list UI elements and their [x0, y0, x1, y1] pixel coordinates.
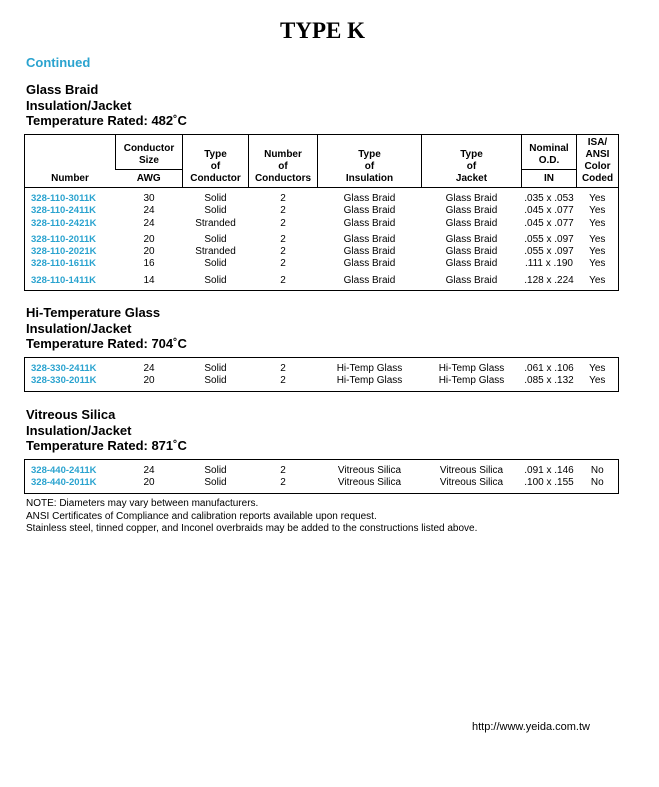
- conductor-count-cell: 2: [280, 363, 286, 374]
- vitreous-silica-table: [24, 459, 619, 494]
- section-title-line: Temperature Rated: 482˚C: [26, 113, 187, 128]
- awg-cell: 20: [143, 233, 155, 245]
- table-row: [25, 460, 619, 478]
- header-awg: AWG: [116, 169, 183, 187]
- od-cell: .128 x .224: [524, 274, 574, 286]
- insulation-cell: Glass Braid: [343, 233, 396, 245]
- part-number: 328-110-2011K: [31, 233, 96, 245]
- header-in: IN: [522, 169, 577, 187]
- header-text: Size: [138, 154, 159, 166]
- section-title-line: Temperature Rated: 871˚C: [26, 438, 187, 453]
- awg-cell: 24: [143, 363, 155, 374]
- table-row: [25, 188, 619, 206]
- header-isa-ansi: [577, 135, 619, 188]
- page-title: TYPE K: [280, 18, 365, 43]
- section-title-line: Vitreous Silica: [26, 407, 116, 422]
- note-line: ANSI Certificates of Compliance and calibration reports available upon request.: [26, 510, 377, 522]
- color-coded-cell: Yes: [589, 205, 606, 217]
- part-number: 328-440-2011K: [31, 477, 97, 489]
- color-coded-cell: Yes: [589, 363, 606, 374]
- color-coded-cell: Yes: [589, 193, 606, 204]
- insulation-cell: Hi-Temp Glass: [336, 363, 403, 374]
- table-row: [25, 230, 619, 246]
- awg-cell: 20: [143, 246, 155, 258]
- header-type-conductor: [183, 135, 249, 188]
- jacket-cell: Vitreous Silica: [439, 477, 504, 489]
- conductor-count-cell: 2: [280, 205, 286, 217]
- header-text: O.D.: [538, 154, 560, 166]
- header-conductor-size: [116, 135, 183, 170]
- conductor-count-cell: 2: [280, 375, 286, 387]
- conductor-type-cell: Solid: [204, 233, 227, 245]
- header-text: of: [278, 161, 288, 172]
- insulation-cell: Glass Braid: [343, 193, 396, 204]
- note-line: Stainless steel, tinned copper, and Inconel overbraids may be added to the constructions listed above.: [26, 523, 478, 535]
- od-cell: .055 x .097: [524, 233, 574, 245]
- header-number: Number: [25, 135, 116, 188]
- table-row: [25, 205, 619, 217]
- conductor-count-cell: 2: [280, 465, 286, 476]
- color-coded-cell: Yes: [589, 233, 606, 245]
- conductor-count-cell: 2: [280, 258, 286, 270]
- table-row: [25, 477, 619, 493]
- hi-temp-glass-table: [24, 357, 619, 392]
- insulation-cell: Hi-Temp Glass: [336, 375, 403, 387]
- part-number: 328-440-2411K: [31, 465, 97, 476]
- header-text: Color: [584, 161, 611, 172]
- conductor-count-cell: 2: [280, 246, 286, 258]
- section-title-glass-braid: [26, 82, 187, 129]
- note-line: NOTE: Diameters may vary between manufacturers.: [26, 498, 259, 509]
- section-title-line: Insulation/Jacket: [26, 97, 132, 113]
- conductor-type-cell: Solid: [204, 477, 227, 489]
- conductor-count-cell: 2: [280, 217, 286, 229]
- od-cell: .045 x .077: [524, 205, 574, 217]
- conductor-type-cell: Solid: [204, 258, 227, 270]
- section-title-line: Insulation/Jacket: [26, 320, 132, 336]
- awg-cell: 24: [143, 465, 155, 476]
- header-text: ANSI: [585, 149, 610, 160]
- jacket-cell: Vitreous Silica: [439, 465, 504, 476]
- header-num-conductors: [249, 135, 318, 188]
- jacket-cell: Glass Braid: [445, 217, 498, 229]
- od-cell: .100 x .155: [524, 477, 574, 489]
- section-title-line: Hi-Temperature Glass: [26, 305, 161, 320]
- header-type-insulation: [318, 135, 422, 188]
- table-row: [25, 246, 619, 258]
- awg-cell: 14: [143, 274, 155, 286]
- color-coded-cell: Yes: [589, 246, 606, 258]
- header-text: Type: [460, 149, 483, 160]
- color-coded-cell: Yes: [589, 258, 606, 270]
- jacket-cell: Hi-Temp Glass: [438, 375, 505, 387]
- header-text: Conductor: [123, 142, 175, 154]
- section-title-line: Temperature Rated: 704˚C: [26, 336, 187, 351]
- conductor-type-cell: Solid: [204, 193, 227, 204]
- conductor-type-cell: Solid: [204, 205, 227, 217]
- insulation-cell: Vitreous Silica: [337, 465, 402, 476]
- od-cell: .061 x .106: [524, 363, 574, 374]
- awg-cell: 24: [143, 217, 155, 229]
- table-row: [25, 375, 619, 391]
- color-coded-cell: Yes: [589, 217, 606, 229]
- color-coded-cell: Yes: [589, 274, 606, 286]
- header-text: Nominal: [529, 142, 569, 154]
- conductor-type-cell: Solid: [204, 274, 227, 286]
- part-number: 328-110-2421K: [31, 217, 97, 229]
- insulation-cell: Glass Braid: [343, 274, 396, 286]
- jacket-cell: Glass Braid: [445, 246, 498, 258]
- table-row: [25, 271, 619, 291]
- awg-cell: 20: [143, 375, 155, 387]
- conductor-type-cell: Stranded: [195, 217, 236, 229]
- header-text: of: [364, 161, 375, 172]
- header-text: of: [210, 161, 221, 172]
- insulation-cell: Glass Braid: [343, 258, 396, 270]
- section-title-hi-temp-glass: [26, 305, 187, 352]
- header-type-jacket: [422, 135, 522, 188]
- part-number: 328-330-2411K: [31, 363, 97, 374]
- part-number: 328-110-2021K: [31, 246, 97, 258]
- header-text: of: [466, 161, 477, 172]
- website-url[interactable]: http://www.yeida.com.tw: [472, 721, 590, 733]
- part-number: 328-110-2411K: [31, 205, 96, 217]
- header-text: Conductor: [190, 173, 241, 184]
- od-cell: .111 x .190: [525, 258, 573, 270]
- header-text: Number: [264, 149, 302, 160]
- jacket-cell: Hi-Temp Glass: [438, 363, 505, 374]
- od-cell: .085 x .132: [524, 375, 574, 387]
- header-nominal-od: [522, 135, 577, 170]
- header-text: ISA/: [587, 137, 608, 148]
- jacket-cell: Glass Braid: [445, 193, 498, 204]
- table-row: [25, 358, 619, 376]
- header-text: Jacket: [455, 173, 488, 184]
- part-number: 328-110-1411K: [31, 274, 96, 286]
- part-number: 328-110-1611K: [31, 258, 96, 270]
- jacket-cell: Glass Braid: [445, 274, 498, 286]
- insulation-cell: Glass Braid: [343, 205, 396, 217]
- insulation-cell: Glass Braid: [343, 217, 396, 229]
- awg-cell: 24: [143, 205, 155, 217]
- jacket-cell: Glass Braid: [445, 258, 498, 270]
- od-cell: .035 x .053: [524, 193, 574, 204]
- header-text: Conductors: [254, 173, 312, 184]
- conductor-count-cell: 2: [280, 477, 286, 489]
- section-title-line: Glass Braid: [26, 82, 99, 97]
- part-number: 328-330-2011K: [31, 375, 97, 387]
- color-coded-cell: No: [590, 477, 604, 489]
- color-coded-cell: No: [590, 465, 604, 476]
- header-text: Type: [204, 149, 227, 160]
- od-cell: .091 x .146: [524, 465, 574, 476]
- section-title-vitreous-silica: [26, 407, 187, 454]
- notes: [26, 498, 477, 536]
- od-cell: .045 x .077: [524, 217, 574, 229]
- color-coded-cell: Yes: [589, 375, 606, 387]
- table-row: [25, 258, 619, 270]
- conductor-type-cell: Stranded: [195, 246, 236, 258]
- awg-cell: 20: [143, 477, 155, 489]
- awg-cell: 30: [143, 193, 155, 204]
- conductor-count-cell: 2: [280, 193, 286, 204]
- conductor-type-cell: Solid: [204, 363, 227, 374]
- header-text: Type: [358, 149, 381, 160]
- part-number: 328-110-3011K: [31, 193, 96, 204]
- conductor-type-cell: Solid: [204, 465, 227, 476]
- section-title-line: Insulation/Jacket: [26, 422, 132, 438]
- conductor-count-cell: 2: [280, 233, 286, 245]
- od-cell: .055 x .097: [524, 246, 574, 258]
- awg-cell: 16: [143, 258, 155, 270]
- header-text: Insulation: [345, 173, 394, 184]
- continued-label: Continued: [26, 55, 91, 70]
- insulation-cell: Glass Braid: [343, 246, 396, 258]
- insulation-cell: Vitreous Silica: [337, 477, 402, 489]
- header-text: Coded: [581, 173, 614, 184]
- glass-braid-table: [24, 134, 619, 291]
- conductor-count-cell: 2: [280, 274, 286, 286]
- conductor-type-cell: Solid: [204, 375, 227, 387]
- jacket-cell: Glass Braid: [445, 233, 498, 245]
- jacket-cell: Glass Braid: [445, 205, 498, 217]
- table-row: [25, 218, 619, 230]
